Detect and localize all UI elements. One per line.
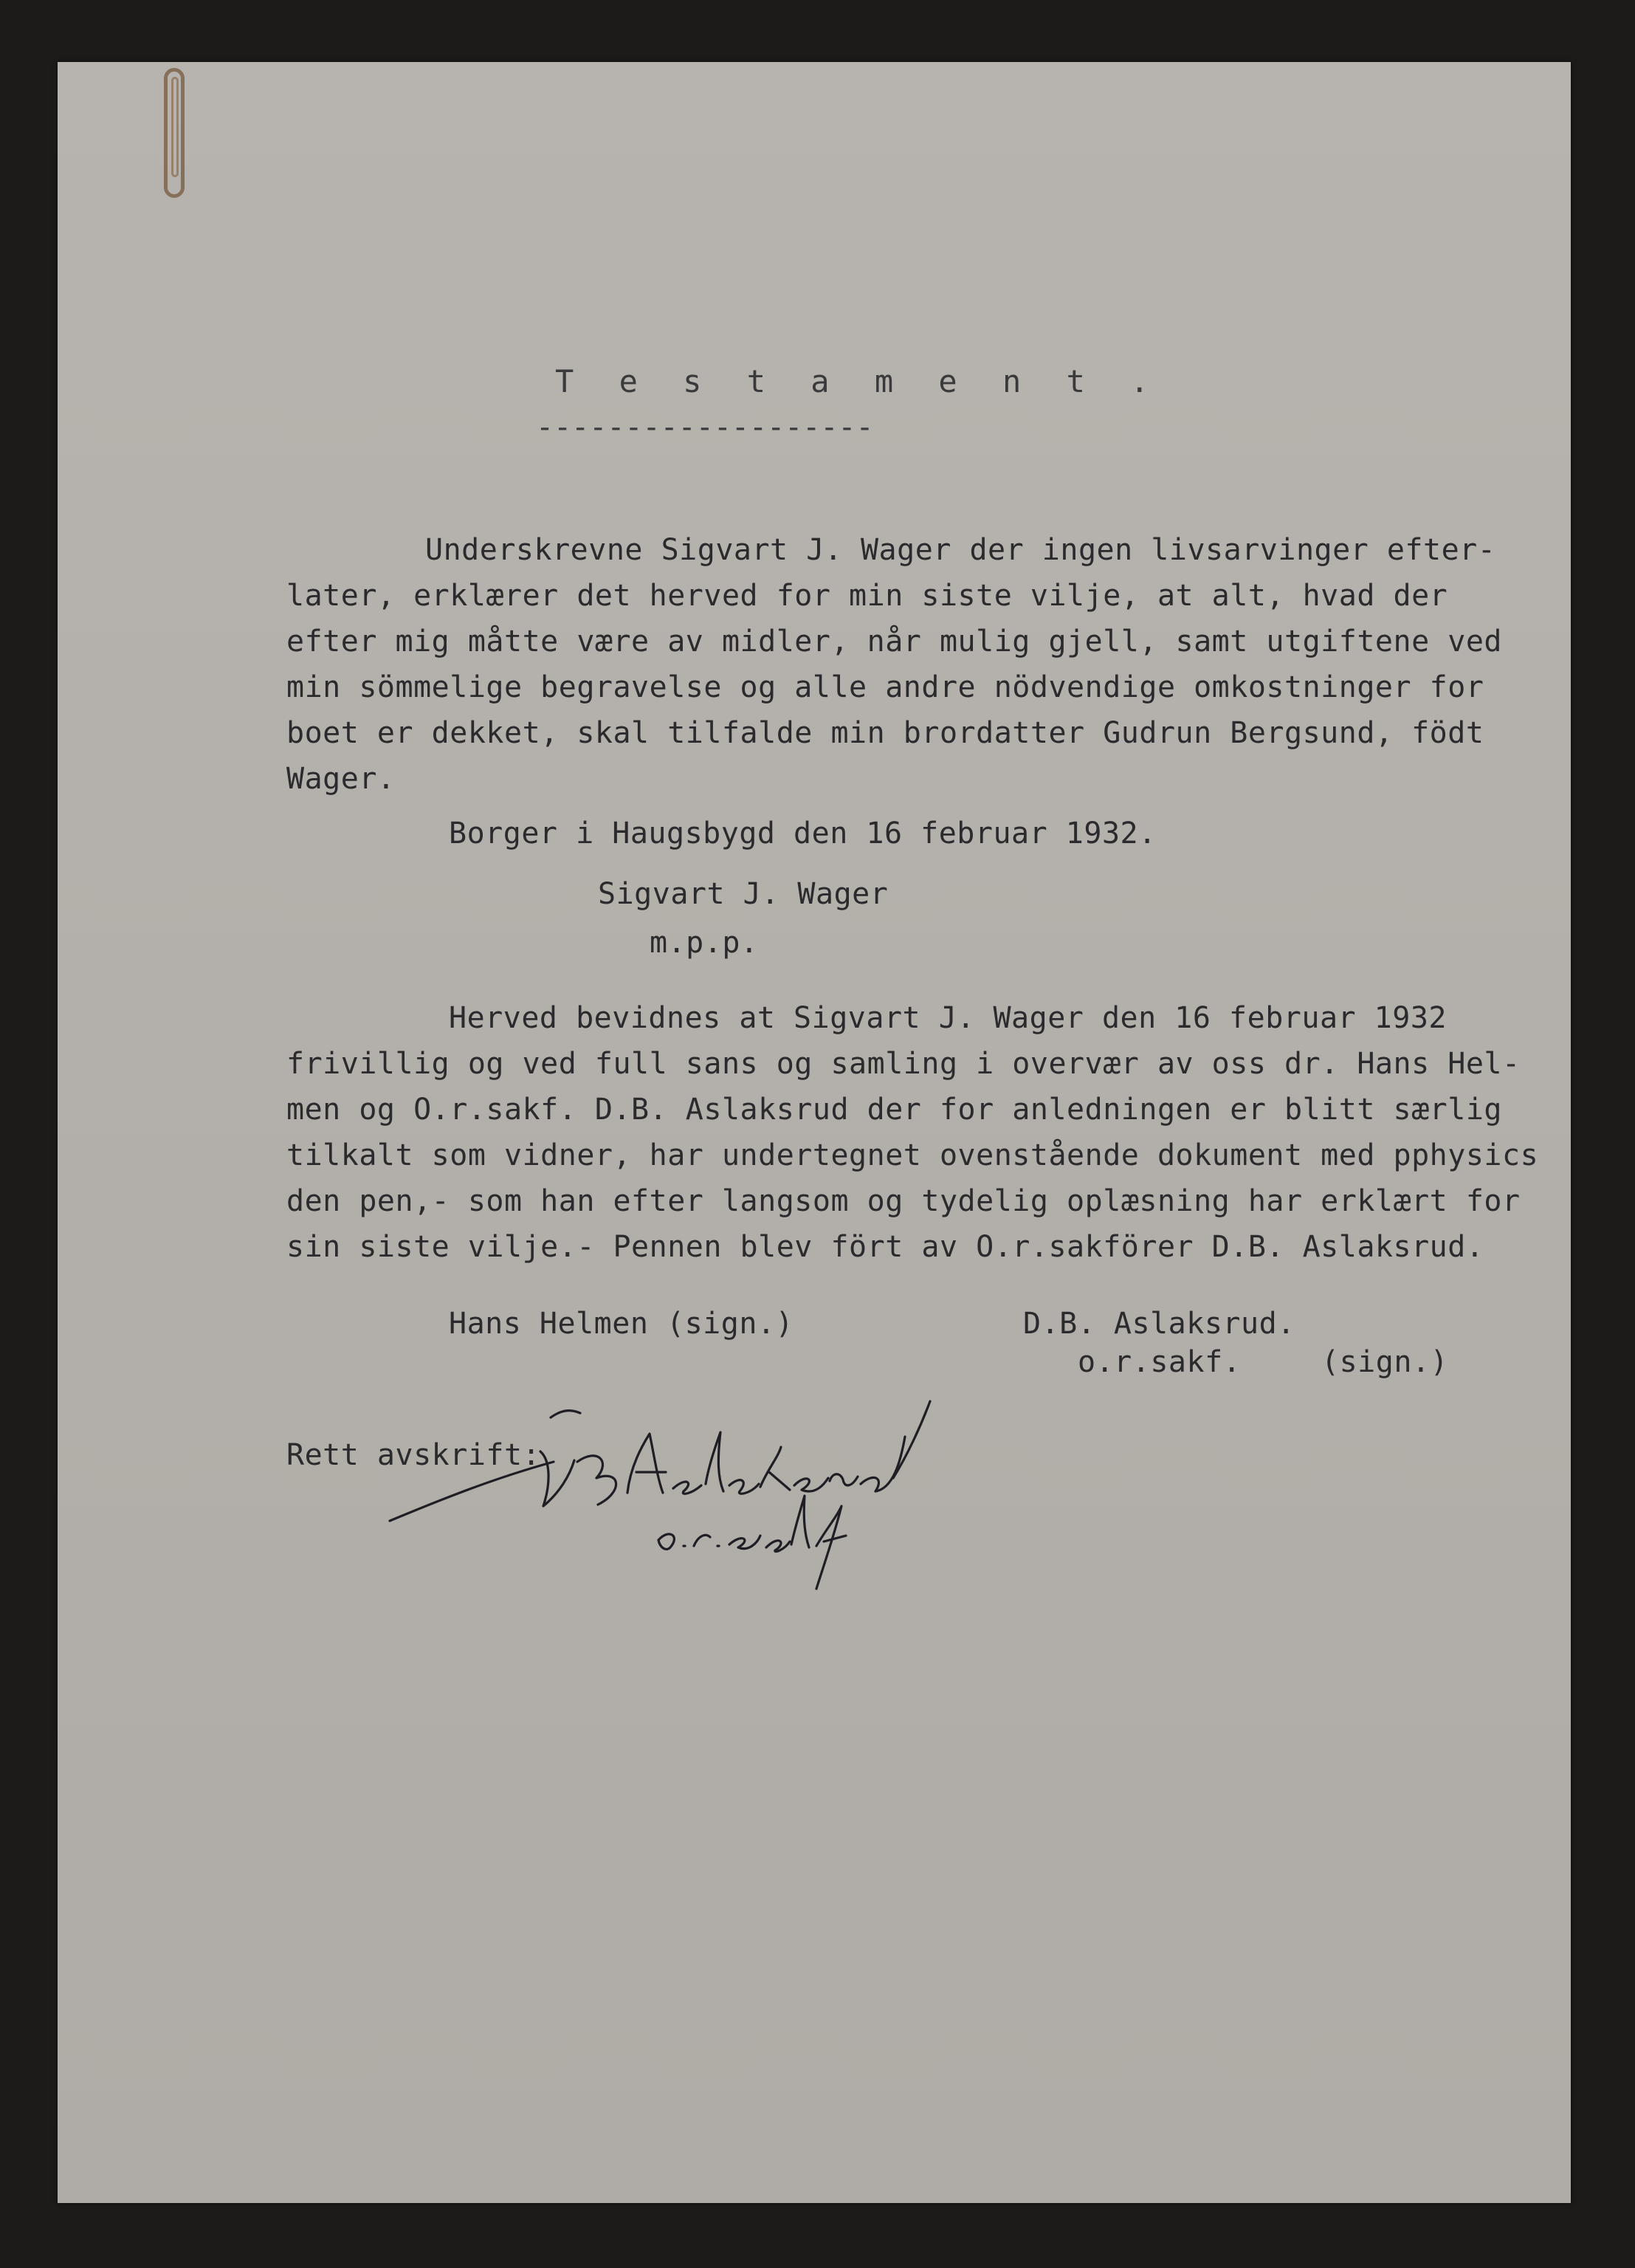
certification-label: Rett avskrift: [286, 1438, 541, 1472]
title-underline: ------------------- [536, 410, 874, 444]
paragraph-2-line-2: frivillig og ved full sans og samling i overvær av oss dr. Hans Hel- [286, 1047, 1521, 1081]
paragraph-2-line-3: men og O.r.sakf. D.B. Aslaksrud der for anledningen er blitt særlig [286, 1093, 1502, 1127]
handwritten-signature [376, 1395, 967, 1617]
paragraph-2-line-4: tilkalt som vidner, har undertegnet ovenstående dokument med pphysics [286, 1138, 1539, 1172]
testator-name: Sigvart J. Wager [598, 877, 889, 911]
paperclip-mark-inner [171, 77, 179, 177]
paragraph-1-line-2: later, erklærer det herved for min siste vilje, at alt, hvad der [286, 579, 1448, 613]
witness-2-title: o.r.sakf. [1078, 1345, 1242, 1379]
witness-2-name: D.B. Aslaksrud. [1023, 1307, 1295, 1341]
paragraph-2-line-1: Herved bevidnes at Sigvart J. Wager den 16 februar 1932 [449, 1001, 1448, 1035]
paragraph-1-line-3: efter mig måtte være av midler, når mulig gjell, samt utgiftene ved [286, 625, 1502, 659]
paragraph-2-line-5: den pen,- som han efter langsom og tydelig oplæsning har erklært for [286, 1184, 1521, 1218]
paragraph-1-line-6: Wager. [286, 762, 396, 796]
document-title: T e s t a m e n t . [555, 363, 1163, 399]
witness-1-signature: Hans Helmen (sign.) [449, 1307, 794, 1341]
witness-2-sign: (sign.) [1321, 1345, 1449, 1379]
paragraph-1-line-5: boet er dekket, skal tilfalde min brordatter Gudrun Bergsund, födt [286, 716, 1484, 750]
paragraph-1-line-1: Underskrevne Sigvart J. Wager der ingen livsarvinger efter- [425, 533, 1496, 567]
paragraph-2-line-6: sin siste vilje.- Pennen blev fört av O.r.sakförer D.B. Aslaksrud. [286, 1230, 1484, 1264]
place-date: Borger i Haugsbygd den 16 februar 1932. [449, 817, 1157, 850]
testator-mpp: m.p.p. [650, 926, 759, 960]
paragraph-1-line-4: min sömmelige begravelse og alle andre nödvendige omkostninger for [286, 670, 1484, 704]
